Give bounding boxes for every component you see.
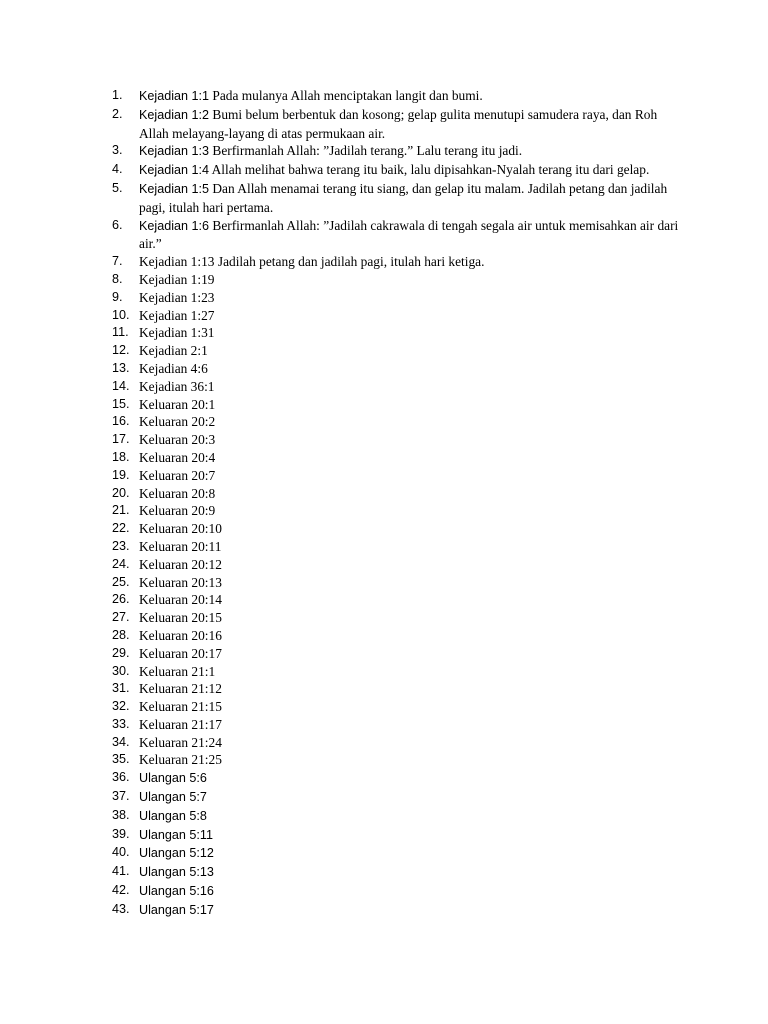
list-item-body bbox=[139, 734, 682, 752]
verse-reference: Keluaran 21:1 bbox=[139, 663, 216, 679]
verse-reference: Keluaran 20:3 bbox=[139, 432, 216, 448]
verse-reference: Kejadian 2:1 bbox=[139, 343, 208, 359]
list-item-body bbox=[139, 467, 682, 485]
list-item-number: 25. bbox=[112, 574, 130, 589]
list-item-body bbox=[139, 863, 682, 882]
list-item-body bbox=[139, 378, 682, 396]
verse-reference: Kejadian 1:27 bbox=[139, 307, 215, 323]
list-item-number: 13. bbox=[112, 360, 130, 375]
list-item bbox=[112, 716, 682, 734]
list-item-body bbox=[139, 716, 682, 734]
list-item-body bbox=[139, 253, 682, 271]
list-item bbox=[112, 807, 682, 826]
list-item-body bbox=[139, 324, 682, 342]
list-item-number: 36. bbox=[112, 770, 130, 785]
list-item-number: 35. bbox=[112, 752, 130, 767]
list-item-number: 18. bbox=[112, 449, 130, 464]
verse-reference: Ulangan 5:16 bbox=[139, 884, 214, 899]
verse-reference-list bbox=[112, 87, 682, 920]
list-item-body bbox=[139, 645, 682, 663]
list-item-body bbox=[139, 680, 682, 698]
verse-reference: Keluaran 20:2 bbox=[139, 414, 216, 430]
verse-reference: Kejadian 1:2 bbox=[139, 107, 210, 122]
list-item-number: 29. bbox=[112, 645, 130, 660]
list-item bbox=[112, 627, 682, 645]
list-item bbox=[112, 161, 682, 180]
list-item-body bbox=[139, 161, 682, 180]
list-item bbox=[112, 882, 682, 901]
verse-reference: Keluaran 20:9 bbox=[139, 503, 216, 519]
list-item-number: 43. bbox=[112, 901, 130, 916]
list-item-number: 34. bbox=[112, 734, 130, 749]
list-item-number: 33. bbox=[112, 716, 130, 731]
verse-text: Berfirmanlah Allah: ”Jadilah terang.” Lalu terang itu jadi. bbox=[212, 143, 523, 159]
list-item-body bbox=[139, 502, 682, 520]
verse-text: Pada mulanya Allah menciptakan langit dan bumi. bbox=[212, 88, 483, 103]
verse-reference: Kejadian 1:1 bbox=[139, 89, 210, 103]
list-item-number: 2. bbox=[112, 106, 123, 121]
list-item bbox=[112, 769, 682, 788]
list-item-body bbox=[139, 217, 682, 254]
list-item-body bbox=[139, 431, 682, 449]
list-item-number: 14. bbox=[112, 378, 130, 393]
list-item-number: 9. bbox=[112, 289, 123, 304]
verse-reference: Kejadian 1:3 bbox=[139, 144, 210, 159]
verse-reference: Keluaran 20:17 bbox=[139, 645, 222, 661]
list-item bbox=[112, 142, 682, 161]
list-item-number: 39. bbox=[112, 826, 130, 841]
list-item bbox=[112, 87, 682, 106]
list-item-number: 31. bbox=[112, 681, 130, 696]
list-item-body bbox=[139, 485, 682, 503]
list-item bbox=[112, 901, 682, 920]
list-item bbox=[112, 663, 682, 681]
list-item-body bbox=[139, 538, 682, 556]
list-item-number: 1. bbox=[112, 88, 123, 102]
list-item-body bbox=[139, 520, 682, 538]
list-item-number: 26. bbox=[112, 592, 130, 607]
list-item bbox=[112, 253, 682, 271]
list-item bbox=[112, 324, 682, 342]
list-item bbox=[112, 396, 682, 414]
verse-reference: Ulangan 5:12 bbox=[139, 846, 214, 861]
verse-reference: Keluaran 20:11 bbox=[139, 538, 222, 554]
verse-reference: Kejadian 36:1 bbox=[139, 378, 215, 394]
list-item-body bbox=[139, 106, 682, 143]
list-item-number: 7. bbox=[112, 254, 123, 269]
list-item-body bbox=[139, 449, 682, 467]
list-item-number: 6. bbox=[112, 217, 123, 232]
list-item-body bbox=[139, 627, 682, 645]
list-item-body bbox=[139, 396, 682, 414]
list-item-number: 38. bbox=[112, 807, 130, 822]
list-item-body bbox=[139, 87, 682, 106]
list-item-number: 27. bbox=[112, 610, 130, 625]
verse-reference: Ulangan 5:8 bbox=[139, 808, 207, 823]
list-item-number: 22. bbox=[112, 521, 130, 536]
verse-reference: Kejadian 1:23 bbox=[139, 289, 215, 305]
list-item bbox=[112, 378, 682, 396]
list-item-number: 4. bbox=[112, 162, 123, 177]
list-item bbox=[112, 609, 682, 627]
list-item bbox=[112, 844, 682, 863]
list-item bbox=[112, 180, 682, 217]
list-item-body bbox=[139, 826, 682, 845]
verse-reference: Keluaran 20:7 bbox=[139, 467, 216, 483]
list-item bbox=[112, 591, 682, 609]
list-item bbox=[112, 360, 682, 378]
list-item bbox=[112, 413, 682, 431]
list-item-body bbox=[139, 844, 682, 863]
list-item bbox=[112, 307, 682, 325]
list-item-body bbox=[139, 751, 682, 769]
verse-reference: Ulangan 5:6 bbox=[139, 771, 207, 786]
verse-reference: Keluaran 20:13 bbox=[139, 574, 222, 590]
verse-reference: Keluaran 20:10 bbox=[139, 521, 222, 537]
verse-text: Allah melihat bahwa terang itu baik, lalu dipisahkan-Nyalah terang itu dari gelap. bbox=[211, 162, 650, 178]
list-item bbox=[112, 342, 682, 360]
verse-text: Bumi belum berbentuk dan kosong; gelap gulita menutupi samudera raya, dan Roh Allah melayang-layang di atas permukaan air. bbox=[139, 106, 658, 141]
verse-reference: Keluaran 21:15 bbox=[139, 699, 222, 715]
list-item bbox=[112, 431, 682, 449]
list-item bbox=[112, 485, 682, 503]
list-item-body bbox=[139, 574, 682, 592]
list-item-number: 42. bbox=[112, 883, 130, 898]
list-item-body bbox=[139, 180, 682, 217]
verse-reference: Kejadian 1:31 bbox=[139, 325, 215, 341]
verse-reference: Keluaran 21:17 bbox=[139, 716, 222, 732]
verse-reference: Keluaran 20:14 bbox=[139, 592, 222, 608]
list-item-body bbox=[139, 307, 682, 325]
list-item-number: 8. bbox=[112, 271, 123, 286]
list-item bbox=[112, 556, 682, 574]
list-item-body bbox=[139, 591, 682, 609]
list-item bbox=[112, 538, 682, 556]
list-item-body bbox=[139, 556, 682, 574]
list-item bbox=[112, 271, 682, 289]
list-item bbox=[112, 449, 682, 467]
list-item-number: 23. bbox=[112, 538, 130, 553]
list-item bbox=[112, 289, 682, 307]
verse-reference: Kejadian 1:4 bbox=[139, 163, 210, 178]
list-item bbox=[112, 106, 682, 143]
verse-reference: Ulangan 5:17 bbox=[139, 902, 214, 917]
list-item bbox=[112, 467, 682, 485]
list-item-number: 28. bbox=[112, 627, 130, 642]
list-item bbox=[112, 645, 682, 663]
list-item bbox=[112, 698, 682, 716]
list-item-body bbox=[139, 342, 682, 360]
list-item bbox=[112, 751, 682, 769]
verse-reference: Ulangan 5:13 bbox=[139, 865, 214, 880]
list-item bbox=[112, 520, 682, 538]
list-item-number: 11. bbox=[112, 325, 129, 340]
list-item bbox=[112, 788, 682, 807]
list-item bbox=[112, 217, 682, 254]
verse-reference: Kejadian 1:13 bbox=[139, 254, 215, 270]
list-item-body bbox=[139, 698, 682, 716]
verse-reference: Kejadian 1:5 bbox=[139, 181, 210, 196]
list-item-body bbox=[139, 663, 682, 681]
verse-text: Berfirmanlah Allah: ”Jadilah cakrawala di tengah segala air untuk memisahkan air dari air.” bbox=[139, 217, 679, 252]
verse-reference: Keluaran 21:24 bbox=[139, 734, 222, 750]
list-item bbox=[112, 734, 682, 752]
verse-reference: Kejadian 4:6 bbox=[139, 360, 208, 376]
list-item-body bbox=[139, 289, 682, 307]
verse-text: Dan Allah menamai terang itu siang, dan gelap itu malam. Jadilah petang dan jadilah pagi, itulah hari pertama. bbox=[139, 180, 668, 215]
list-item-body bbox=[139, 901, 682, 920]
verse-reference: Keluaran 20:8 bbox=[139, 485, 216, 501]
list-item-number: 3. bbox=[112, 143, 123, 158]
list-item-number: 10. bbox=[112, 307, 130, 322]
list-item-body bbox=[139, 142, 682, 161]
list-item-number: 21. bbox=[112, 503, 130, 518]
verse-reference: Ulangan 5:7 bbox=[139, 790, 207, 805]
list-item-number: 19. bbox=[112, 467, 130, 482]
list-item-number: 32. bbox=[112, 699, 130, 714]
list-item-number: 15. bbox=[112, 396, 130, 411]
list-item-number: 20. bbox=[112, 485, 130, 500]
verse-reference: Keluaran 20:1 bbox=[139, 396, 216, 412]
list-item bbox=[112, 502, 682, 520]
verse-reference: Ulangan 5:11 bbox=[139, 827, 213, 842]
verse-text: Jadilah petang dan jadilah pagi, itulah hari ketiga. bbox=[217, 254, 485, 270]
list-item-number: 41. bbox=[112, 864, 130, 879]
list-item-number: 37. bbox=[112, 789, 130, 804]
list-item-number: 40. bbox=[112, 845, 130, 860]
list-item-body bbox=[139, 882, 682, 901]
list-item-body bbox=[139, 271, 682, 289]
verse-reference: Keluaran 21:12 bbox=[139, 681, 222, 697]
verse-reference: Keluaran 20:16 bbox=[139, 627, 222, 643]
list-item-number: 24. bbox=[112, 556, 130, 571]
list-item-body bbox=[139, 609, 682, 627]
list-item bbox=[112, 826, 682, 845]
list-item bbox=[112, 680, 682, 698]
list-item-number: 16. bbox=[112, 414, 130, 429]
verse-reference: Keluaran 20:15 bbox=[139, 610, 222, 626]
list-item-number: 17. bbox=[112, 432, 130, 447]
list-item-body bbox=[139, 788, 682, 807]
list-item-body bbox=[139, 360, 682, 378]
list-item-body bbox=[139, 807, 682, 826]
verse-reference: Keluaran 20:12 bbox=[139, 556, 222, 572]
verse-reference: Kejadian 1:19 bbox=[139, 271, 215, 287]
list-item bbox=[112, 863, 682, 882]
list-item-number: 12. bbox=[112, 343, 130, 358]
list-item-number: 5. bbox=[112, 180, 123, 195]
verse-reference: Keluaran 20:4 bbox=[139, 449, 216, 465]
list-item-body bbox=[139, 769, 682, 788]
list-item-number: 30. bbox=[112, 663, 130, 678]
verse-reference: Keluaran 21:25 bbox=[139, 752, 222, 768]
list-item-body bbox=[139, 413, 682, 431]
list-item bbox=[112, 574, 682, 592]
verse-reference: Kejadian 1:6 bbox=[139, 218, 210, 233]
